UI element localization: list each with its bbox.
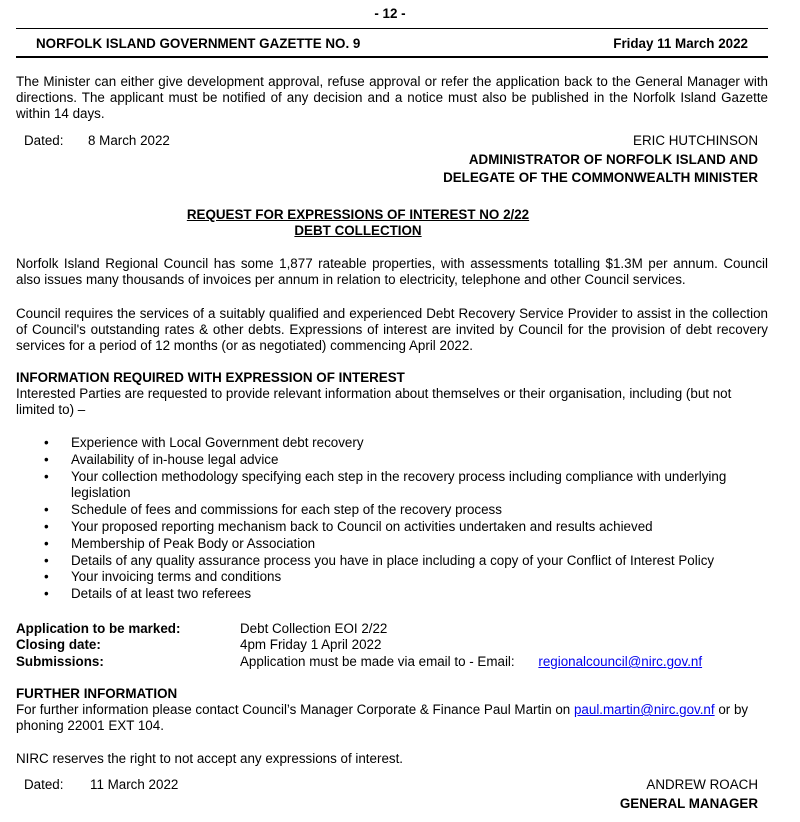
submissions-value (240, 654, 702, 670)
further-info-text-post: or by phoning 22001 EXT 104. (16, 702, 749, 733)
application-marked-row (16, 621, 768, 637)
list-item: • Details of at least two referees (16, 586, 768, 603)
signatory-block-2 (620, 777, 758, 813)
signatory-title-2: DELEGATE OF THE COMMONWEALTH MINISTER (443, 170, 758, 185)
page-number: - 12 - (374, 6, 406, 21)
header-top-rule (16, 28, 768, 29)
further-info-email-link[interactable]: paul.martin@nirc.gov.nf (573, 702, 715, 717)
submissions-email-link[interactable]: regionalcouncil@nirc.gov.nf (538, 654, 703, 669)
eoi-heading (0, 207, 716, 239)
list-item: • Availability of in-house legal advice (16, 452, 768, 469)
signatory-block (443, 133, 758, 187)
header-bottom-rule (16, 56, 768, 58)
requirements-list (16, 435, 768, 603)
closing-date-value: 4pm Friday 1 April 2022 (240, 637, 382, 652)
dated-value: 8 March 2022 (88, 133, 170, 148)
eoi-heading-line-1: REQUEST FOR EXPRESSIONS OF INTEREST NO 2/22 (186, 207, 530, 222)
eoi-paragraph-1: Norfolk Island Regional Council has some 1,877 rateable properties, with assessments totalling $1.3M per annum. Council also issues many thousands of invoices per annum in relation to electricity, telephone and other Council services. (16, 256, 768, 287)
signatory-title-1: ADMINISTRATOR OF NORFOLK ISLAND AND (468, 152, 758, 167)
list-item: • Schedule of fees and commissions for each step of the recovery process (16, 502, 768, 519)
application-marked-label: Application to be marked: (16, 621, 181, 636)
list-item: • Details of any quality assurance process you have in place including a copy of your Conflict of Interest Policy (16, 553, 768, 570)
closing-date-row (16, 637, 768, 653)
further-info-text (16, 702, 768, 734)
submissions-label: Submissions: (16, 654, 104, 669)
application-marked-value: Debt Collection EOI 2/22 (240, 621, 388, 636)
dated-label: Dated: (24, 133, 64, 148)
dated-label-2: Dated: (24, 777, 64, 792)
gazette-title: NORFOLK ISLAND GOVERNMENT GAZETTE NO. 9 (36, 36, 361, 51)
minister-notice-text: The Minister can either give development approval, refuse approval or refer the application back to the General Manager with directions. The applicant must be notified of any decision and a notice must also be published in the Norfolk Island Gazette within 14 days. (16, 74, 768, 121)
further-info-heading: FURTHER INFORMATION (16, 686, 178, 701)
signatory-name-2: ANDREW ROACH (646, 777, 758, 792)
eoi-heading-line-2: DEBT COLLECTION (294, 223, 422, 238)
list-item: • Your invoicing terms and conditions (16, 569, 768, 586)
closing-date-label: Closing date: (16, 637, 101, 652)
signatory-title-gm: GENERAL MANAGER (619, 796, 758, 811)
submissions-row (16, 654, 768, 670)
submissions-text: Application must be made via email to - Email: (240, 654, 515, 669)
further-info-text-pre: For further information please contact Council’s Manager Corporate & Finance Paul Martin on (16, 702, 574, 717)
list-item: • Your collection methodology specifying each step in the recovery process including compliance with underlying legislation (16, 469, 768, 503)
list-item: • Your proposed reporting mechanism back to Council on activities undertaken and results achieved (16, 519, 768, 536)
eoi-paragraph-2: Council requires the services of a suitably qualified and experienced Debt Recovery Service Provider to assist in the collection of Council's outstanding rates & other debts. Expressions of interest are invited by Council for the provision of debt recovery services for a period of 12 months (or as negotiated) commencing April 2022. (16, 306, 768, 353)
info-required-intro: Interested Parties are requested to provide relevant information about themselves or their organisation, including (but not limited to) – (16, 386, 732, 417)
gazette-date: Friday 11 March 2022 (613, 36, 748, 51)
dated-value-2: 11 March 2022 (90, 777, 179, 792)
signatory-name: ERIC HUTCHINSON (633, 133, 758, 148)
reserve-rights-text: NIRC reserves the right to not accept any expressions of interest. (16, 751, 404, 766)
list-item: • Experience with Local Government debt recovery (16, 435, 768, 452)
info-required-heading: INFORMATION REQUIRED WITH EXPRESSION OF INTEREST (16, 370, 405, 385)
list-item: • Membership of Peak Body or Association (16, 536, 768, 553)
